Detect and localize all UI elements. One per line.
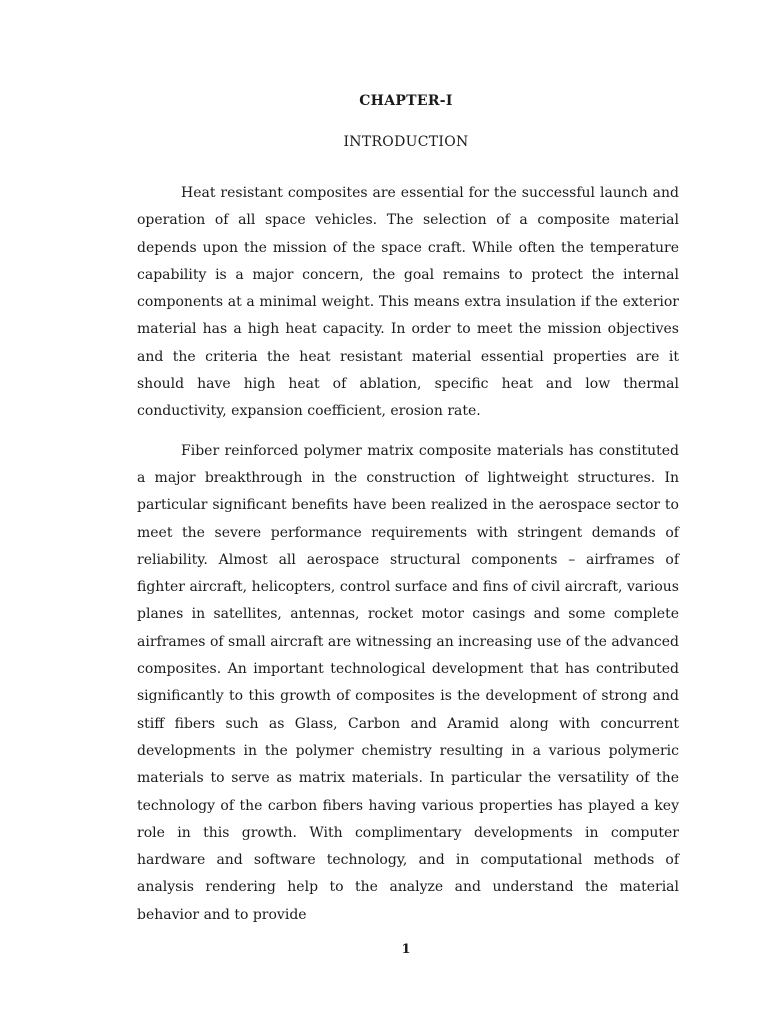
body-text bbox=[137, 180, 679, 929]
section-heading: INTRODUCTION bbox=[343, 134, 469, 150]
paragraph-fiber-reinforced-composites: Fiber reinforced polymer matrix composite materials has constituted a major breakthrough in the construction of lightweight structures. In particular significant benefits have been realized in the aerospace sector to meet the severe performance requirements with stringent demands of reliability. Almost all aerospace structural components – airframes of fighter aircraft, helicopters, control surface and fins of civil aircraft, various planes in satellites, antennas, rocket motor casings and some complete airframes of small aircraft are witnessing an increasing use of the advanced composites. An important technological development that has contributed significantly to this growth of composites is the development of strong and stiff fibers such as Glass, Carbon and Aramid along with concurrent developments in the polymer chemistry resulting in a various polymeric materials to serve as matrix materials. In particular the versatility of the technology of the carbon fibers having various properties has played a key role in this growth. With complimentary developments in computer hardware and software technology, and in computational methods of analysis rendering help to the analyze and understand the material behavior and to provide bbox=[137, 442, 679, 923]
chapter-heading: CHAPTER-I bbox=[359, 93, 453, 109]
page-number: 1 bbox=[401, 942, 411, 957]
paragraph-heat-resistant-composites: Heat resistant composites are essential for the successful launch and operation of all space vehicles. The selection of a composite material depends upon the mission of the space craft. While often the temperature capability is a major concern, the goal remains to protect the internal components at a minimal weight. This means extra insulation if the exterior material has a high heat capacity. In order to meet the mission objectives and the criteria the heat resistant material essential properties are it should have high heat of ablation, specific heat and low thermal conductivity, expansion coefficient, erosion rate. bbox=[137, 185, 679, 420]
